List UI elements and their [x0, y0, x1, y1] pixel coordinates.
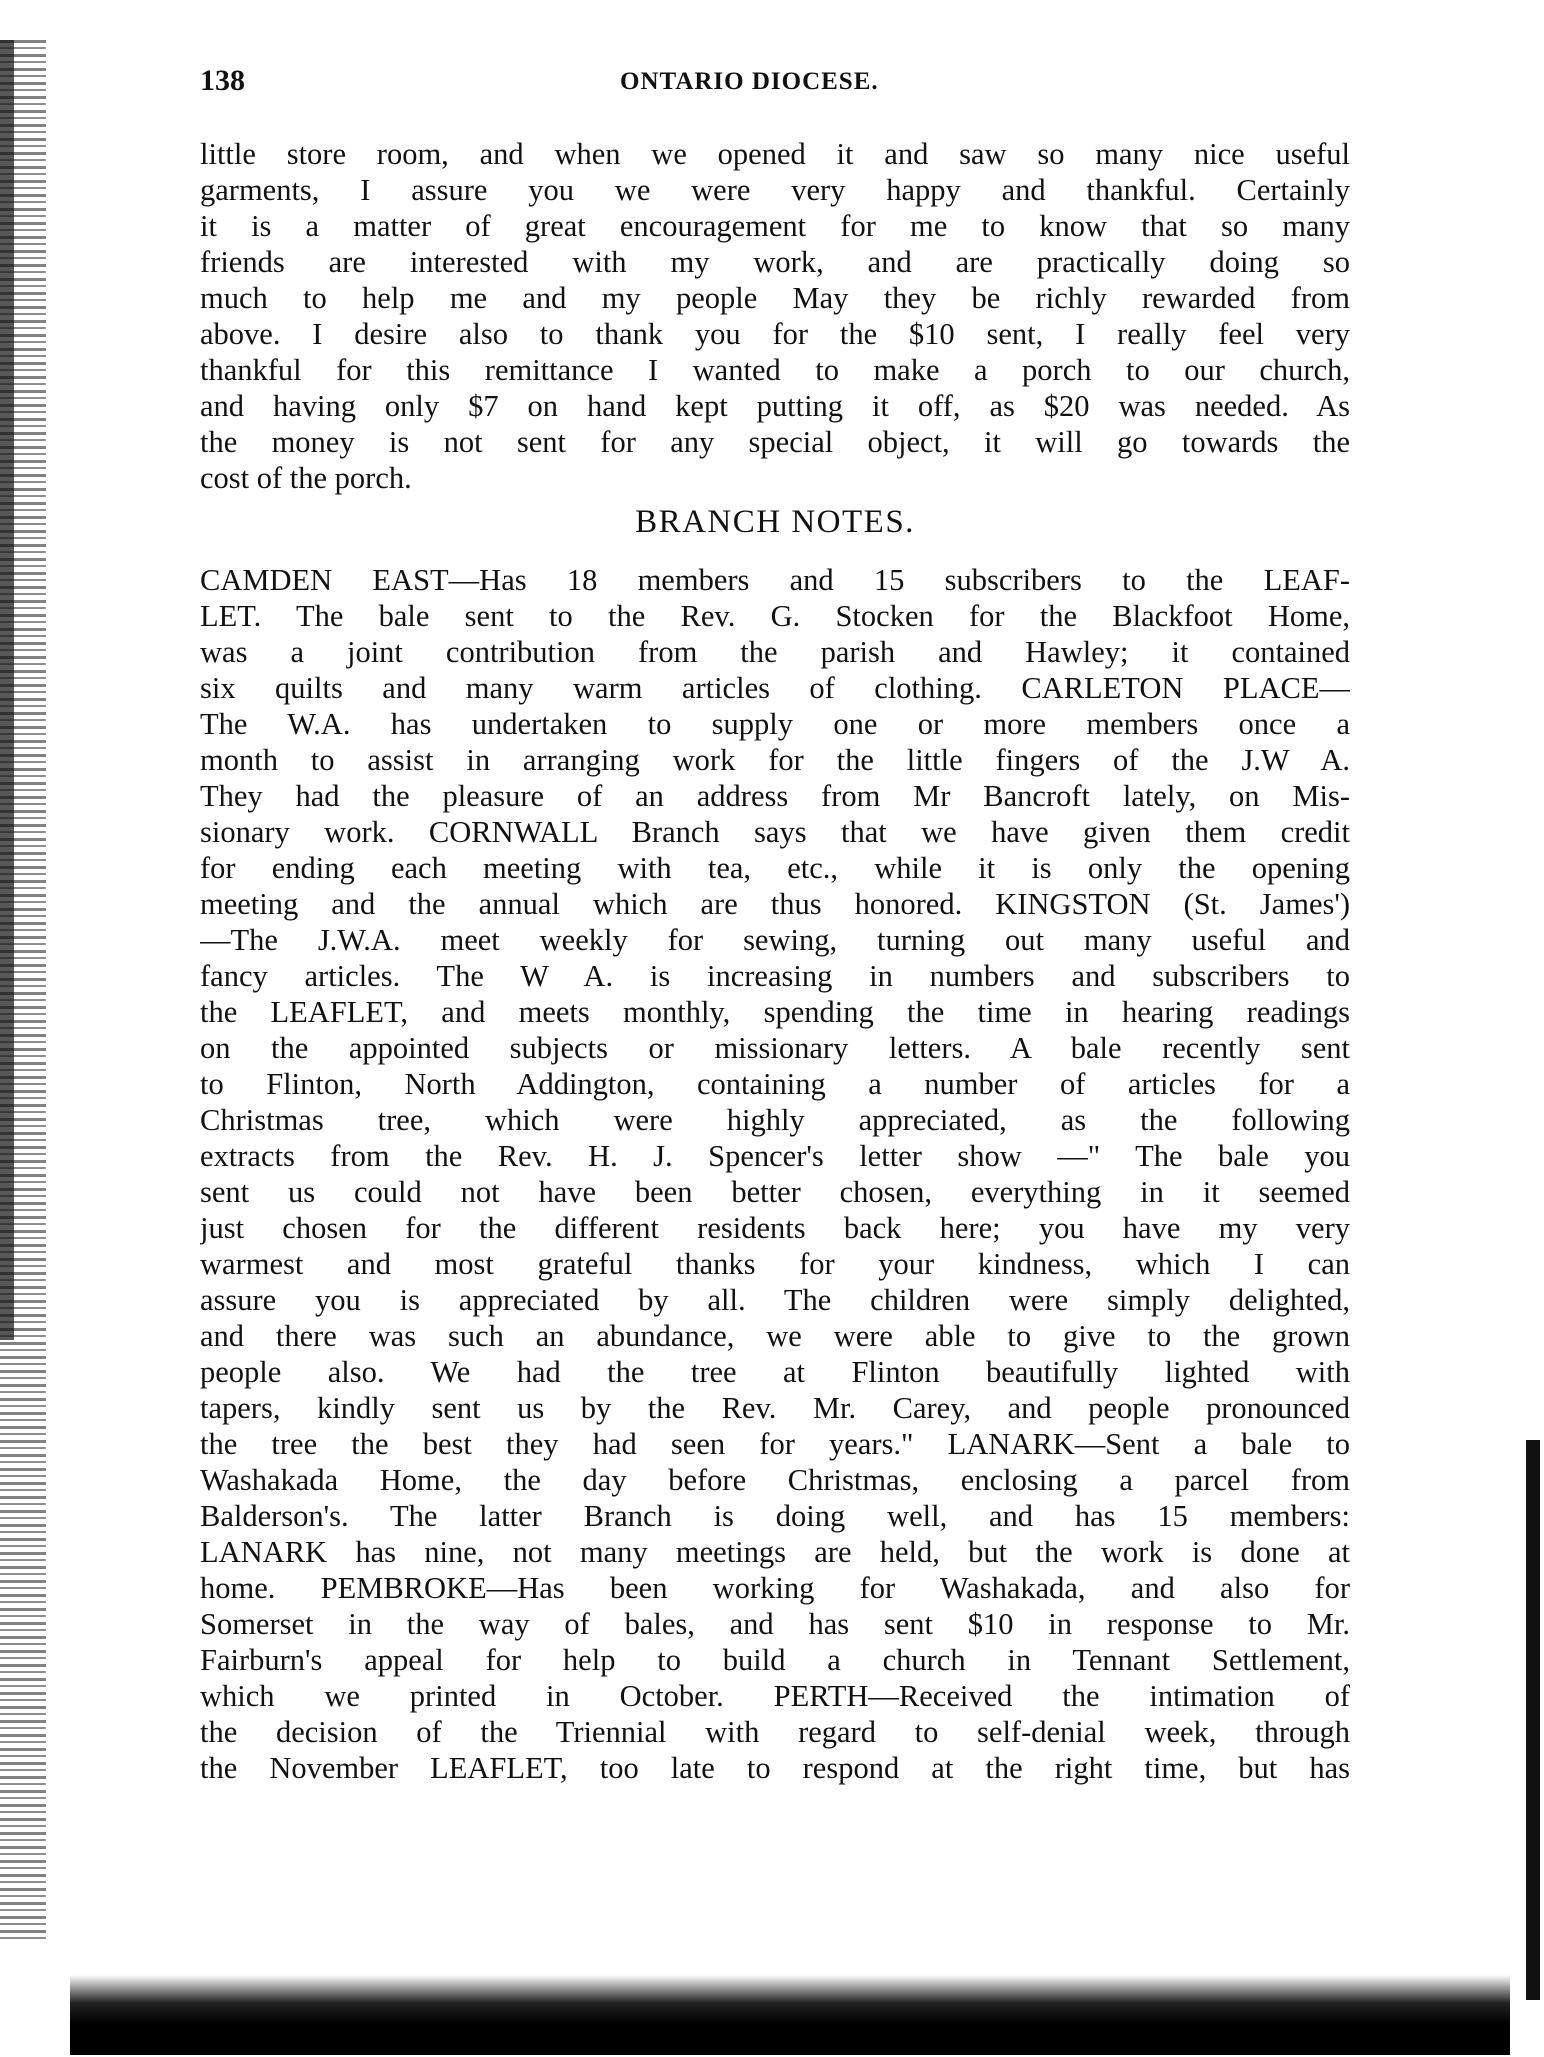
page-number: 138: [200, 64, 245, 97]
right-page-edge: [1526, 1440, 1540, 2000]
text-line: sent us could not have been better chosen, everything in it seemed: [200, 1175, 1350, 1209]
text-line: cost of the porch.: [200, 461, 412, 495]
text-line: above. I desire also to thank you for the $10 sent, I really feel very: [200, 317, 1350, 351]
branch-notes-body: [200, 562, 1350, 1786]
running-title: ONTARIO DIOCESE.: [620, 68, 879, 95]
text-line: the LEAFLET, and meets monthly, spending the time in hearing readings: [200, 995, 1350, 1029]
text-line: Washakada Home, the day before Christmas, enclosing a parcel from: [200, 1463, 1350, 1497]
text-line: just chosen for the different residents back here; you have my very: [200, 1211, 1350, 1245]
text-line: —The J.W.A. meet weekly for sewing, turning out many useful and: [200, 923, 1350, 957]
binding-edge: [0, 40, 14, 1340]
text-line: the November LEAFLET, too late to respond at the right time, but has: [200, 1751, 1350, 1785]
page-header: [200, 64, 1350, 114]
text-line: CAMDEN EAST—Has 18 members and 15 subscribers to the LEAF-: [200, 563, 1350, 597]
text-line: people also. We had the tree at Flinton beautifully lighted with: [200, 1355, 1350, 1389]
text-line: friends are interested with my work, and are practically doing so: [200, 245, 1350, 279]
text-line: sionary work. CORNWALL Branch says that we have given them credit: [200, 815, 1350, 849]
text-line: Somerset in the way of bales, and has sent $10 in response to Mr.: [200, 1607, 1350, 1641]
text-line: month to assist in arranging work for the little fingers of the J.W A.: [200, 743, 1350, 777]
text-line: the tree the best they had seen for years." LANARK—Sent a bale to: [200, 1427, 1350, 1461]
bottom-scan-shadow: [70, 1975, 1510, 2055]
text-line: Balderson's. The latter Branch is doing well, and has 15 members:: [200, 1499, 1350, 1533]
text-line: for ending each meeting with tea, etc., while it is only the opening: [200, 851, 1350, 885]
text-line: the money is not sent for any special object, it will go towards the: [200, 425, 1350, 459]
text-line: six quilts and many warm articles of clothing. CARLETON PLACE—: [200, 671, 1350, 705]
text-line: LET. The bale sent to the Rev. G. Stocken for the Blackfoot Home,: [200, 599, 1350, 633]
text-line: assure you is appreciated by all. The children were simply delighted,: [200, 1283, 1350, 1317]
text-line: fancy articles. The W A. is increasing in numbers and subscribers to: [200, 959, 1350, 993]
text-line: The W.A. has undertaken to supply one or more members once a: [200, 707, 1350, 741]
text-line: They had the pleasure of an address from Mr Bancroft lately, on Mis-: [200, 779, 1350, 813]
text-line: LANARK has nine, not many meetings are held, but the work is done at: [200, 1535, 1350, 1569]
text-line: and there was such an abundance, we were able to give to the grown: [200, 1319, 1350, 1353]
text-line: home. PEMBROKE—Has been working for Washakada, and also for: [200, 1571, 1350, 1605]
text-line: on the appointed subjects or missionary letters. A bale recently sent: [200, 1031, 1350, 1065]
text-line: was a joint contribution from the parish and Hawley; it contained: [200, 635, 1350, 669]
section-heading: BRANCH NOTES.: [635, 504, 915, 540]
text-line: which we printed in October. PERTH—Received the intimation of: [200, 1679, 1350, 1713]
text-line: Christmas tree, which were highly appreciated, as the following: [200, 1103, 1350, 1137]
text-line: thankful for this remittance I wanted to make a porch to our church,: [200, 353, 1350, 387]
text-line: tapers, kindly sent us by the Rev. Mr. Carey, and people pronounced: [200, 1391, 1350, 1425]
text-line: Fairburn's appeal for help to build a church in Tennant Settlement,: [200, 1643, 1350, 1677]
text-line: much to help me and my people May they be richly rewarded from: [200, 281, 1350, 315]
text-line: garments, I assure you we were very happy and thankful. Certainly: [200, 173, 1350, 207]
text-line: it is a matter of great encouragement for me to know that so many: [200, 209, 1350, 243]
text-line: little store room, and when we opened it and saw so many nice useful: [200, 137, 1350, 171]
text-line: warmest and most grateful thanks for your kindness, which I can: [200, 1247, 1350, 1281]
text-line: the decision of the Triennial with regard to self-denial week, through: [200, 1715, 1350, 1749]
text-line: to Flinton, North Addington, containing a number of articles for a: [200, 1067, 1350, 1101]
text-line: and having only $7 on hand kept putting it off, as $20 was needed. As: [200, 389, 1350, 423]
text-line: meeting and the annual which are thus honored. KINGSTON (St. James'): [200, 887, 1350, 921]
letter-continuation: [200, 136, 1350, 496]
text-line: extracts from the Rev. H. J. Spencer's letter show —" The bale you: [200, 1139, 1350, 1173]
